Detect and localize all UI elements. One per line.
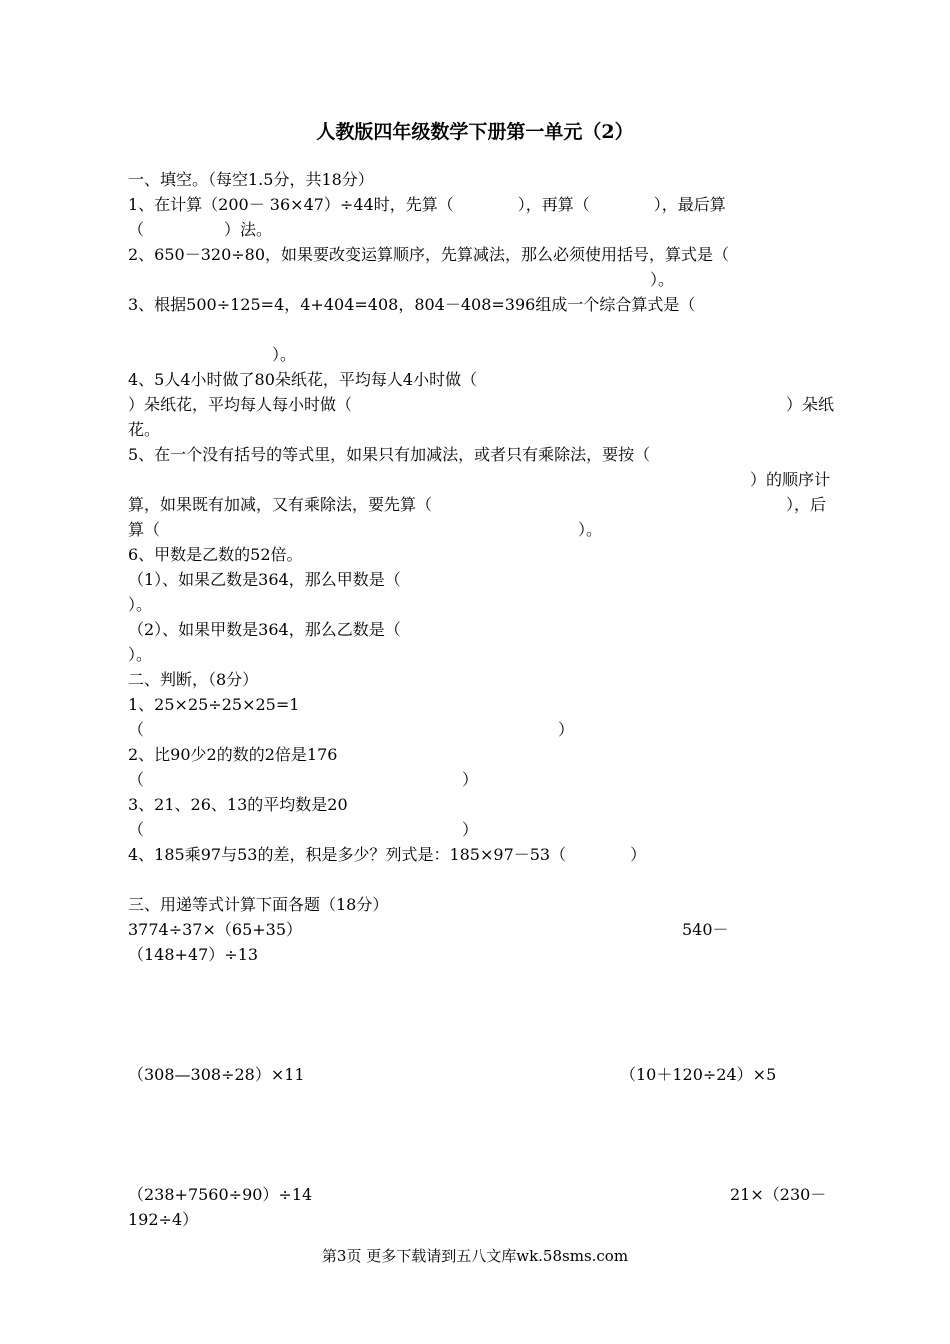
q5-line1: 5、在一个没有括号的等式里，如果只有加减法，或者只有乘除法，要按（ — [128, 445, 651, 464]
q6-2a: （2）、如果甲数是364，那么乙数是（ — [128, 620, 401, 639]
judge-2-close: ） — [462, 770, 479, 789]
expr-4: （10＋120÷24）×5 — [620, 1065, 777, 1084]
section3-heading: 三、用递等式计算下面各题（18分） — [128, 895, 389, 914]
judge-1: 1、25×25÷25×25=1 — [128, 695, 300, 714]
q4-line1: 4、5人4小时做了80朵纸花，平均每人4小时做（ — [128, 370, 478, 389]
section2-heading: 二、判断，（8分） — [128, 670, 259, 689]
judge-1-open: （ — [128, 720, 145, 739]
expr-6a: 21×（230－ — [730, 1185, 827, 1204]
judge-4: 4、185乘97与53的差，积是多少？列式是：185×97－53（ ） — [128, 845, 647, 864]
q5-line4a: 算（ — [128, 520, 161, 539]
q5-line2: ）的顺序计 — [750, 470, 831, 489]
q5-line3b: ），后 — [786, 495, 827, 514]
q6-line1: 6、甲数是乙数的52倍。 — [128, 545, 303, 564]
page-title: 人教版四年级数学下册第一单元（2） — [316, 121, 634, 143]
judge-2: 2、比90少2的数的2倍是176 — [128, 745, 338, 764]
q6-1a: （1）、如果乙数是364，那么甲数是（ — [128, 570, 401, 589]
q1-line2: （ ）法。 — [128, 220, 273, 239]
q6-2b: ）。 — [128, 645, 153, 664]
q1-line1: 1、在计算（200－ 36×47）÷44时，先算（ ），再算（ ），最后算 — [128, 195, 726, 214]
judge-3-open: （ — [128, 820, 145, 839]
expr-5: （238+7560÷90）÷14 — [128, 1185, 313, 1204]
q4-line2a: ）朵纸花，平均每人每小时做（ — [128, 395, 353, 414]
judge-1-close: ） — [558, 720, 575, 739]
judge-3: 3、21、26、13的平均数是20 — [128, 795, 348, 814]
q2-line2: ）。 — [650, 270, 675, 289]
expr-2a: 540－ — [682, 920, 729, 939]
expr-1: 3774÷37×（65+35） — [128, 920, 303, 939]
q2-line1: 2、650－320÷80，如果要改变运算顺序，先算减法，那么必须使用括号，算式是（ — [128, 245, 730, 264]
q3-line2: ）。 — [272, 345, 297, 364]
expr-2b: （148+47）÷13 — [128, 945, 259, 964]
expr-3: （308—308÷28）×11 — [128, 1065, 305, 1084]
judge-3-close: ） — [462, 820, 479, 839]
judge-2-open: （ — [128, 770, 145, 789]
q5-line3a: 算，如果既有加减，又有乘除法，要先算（ — [128, 495, 433, 514]
q4-line3: 花。 — [128, 420, 161, 439]
q6-1b: ）。 — [128, 595, 153, 614]
expr-6b: 192÷4） — [128, 1210, 199, 1229]
q5-line4b: ）。 — [578, 520, 603, 539]
q3-line1: 3、根据500÷125=4，4+404=408，804－408=396组成一个综合算式是（ — [128, 295, 696, 314]
page-footer: 第3页 更多下载请到五八文库wk.58sms.com — [321, 1247, 629, 1265]
section1-heading: 一、填空。（每空1.5分，共18分） — [128, 170, 374, 189]
q4-line2b: ）朵纸 — [786, 395, 835, 414]
